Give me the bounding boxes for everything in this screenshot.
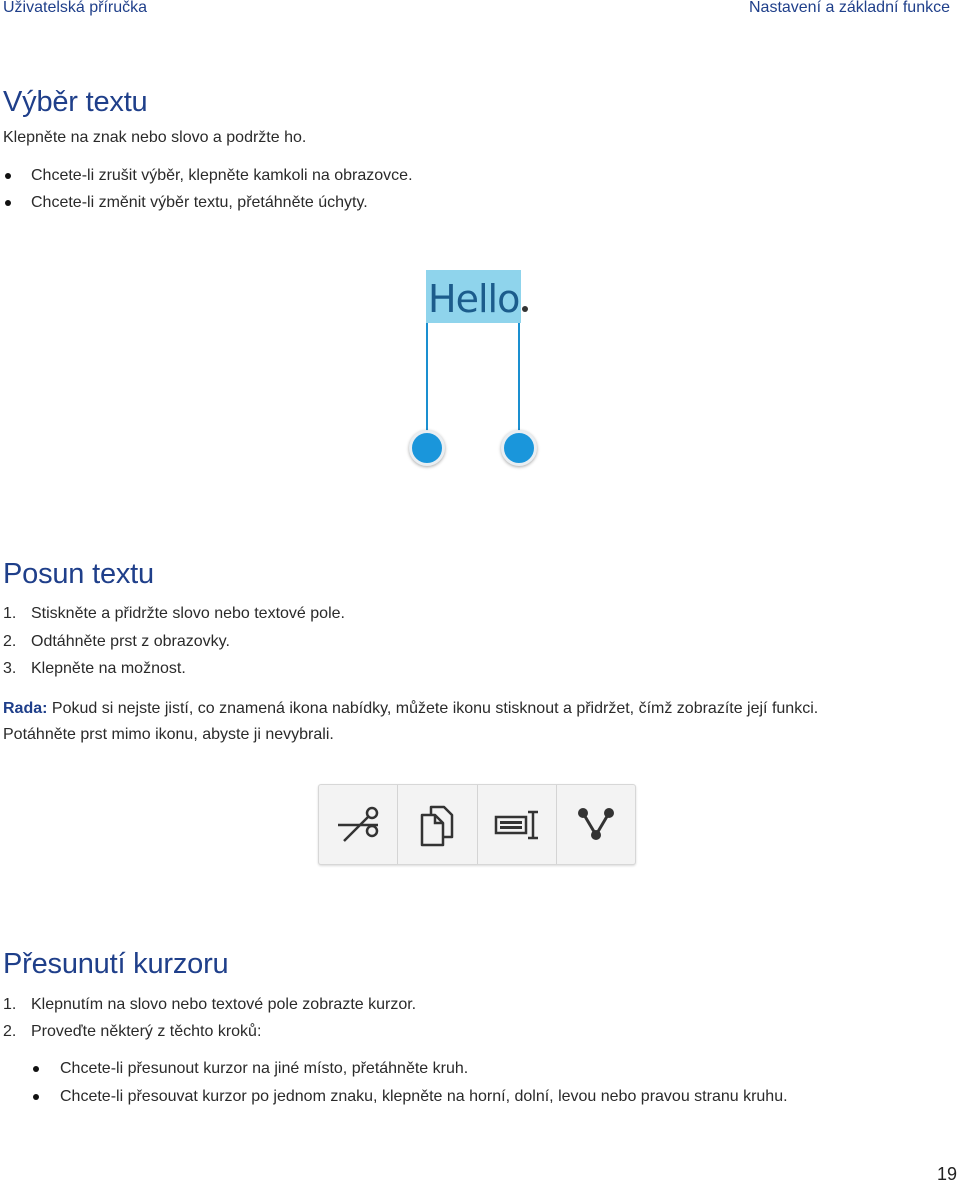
- bullet-item: Chcete-li zrušit výběr, klepněte kamkoli na obrazovce.: [31, 167, 413, 184]
- step-text: Stiskněte a přidržte slovo nebo textové pole.: [31, 605, 345, 622]
- step-text: Proveďte některý z těchto kroků:: [31, 1023, 262, 1040]
- bullet-item: Chcete-li přesouvat kurzor po jednom znaku, klepněte na horní, dolní, levou nebo pravou stranu kruhu.: [60, 1088, 788, 1105]
- scissors-icon: [334, 805, 382, 845]
- copy-icon: [417, 803, 457, 847]
- section-title-text-selection: Výběr textu: [3, 86, 148, 118]
- step-number: 2.: [3, 633, 17, 650]
- bullet-icon: [5, 200, 11, 206]
- tip-text-continued: Potáhněte prst mimo ikonu, abyste ji nevybrali.: [3, 726, 334, 743]
- tip-text: Pokud si nejste jistí, co znamená ikona nabídky, můžete ikonu stisknout a přidržet, čímž zobrazíte její funkci.: [47, 700, 819, 717]
- step-text: Odtáhněte prst z obrazovky.: [31, 633, 230, 650]
- section-title-move-cursor: Přesunutí kurzoru: [3, 948, 229, 980]
- copy-button[interactable]: [398, 785, 477, 864]
- bullet-item: Chcete-li přesunout kurzor na jiné místo, přetáhněte kruh.: [60, 1060, 469, 1077]
- select-text-icon: [493, 808, 541, 842]
- tip-label: Rada:: [3, 700, 48, 717]
- right-selection-handle[interactable]: [501, 430, 537, 466]
- header-manual-title: Uživatelská příručka: [3, 0, 148, 16]
- period-mark: [522, 306, 528, 312]
- left-handle-line: [426, 323, 428, 433]
- context-menu-toolbar: [318, 784, 636, 865]
- bullet-icon: [33, 1094, 39, 1100]
- bullet-icon: [5, 173, 11, 179]
- step-text: Klepněte na možnost.: [31, 660, 186, 677]
- header-chapter-title: Nastavení a základní funkce: [748, 0, 950, 16]
- page-number: 19: [936, 1164, 957, 1184]
- step-number: 3.: [3, 660, 17, 677]
- bullet-icon: [33, 1066, 39, 1072]
- section-title-text-scroll: Posun textu: [3, 558, 154, 590]
- step-text: Klepnutím na slovo nebo textové pole zobrazte kurzor.: [31, 996, 417, 1013]
- bullet-item: Chcete-li změnit výběr textu, přetáhněte úchyty.: [31, 194, 368, 211]
- select-all-button[interactable]: [478, 785, 557, 864]
- step-number: 1.: [3, 996, 17, 1013]
- tip-paragraph: [3, 699, 953, 719]
- left-selection-handle[interactable]: [409, 430, 445, 466]
- share-icon: [576, 805, 616, 845]
- selected-word: Hello: [428, 277, 520, 321]
- share-button[interactable]: [557, 785, 635, 864]
- right-handle-line: [518, 323, 520, 433]
- cut-button[interactable]: [319, 785, 398, 864]
- step-number: 1.: [3, 605, 17, 622]
- step-number: 2.: [3, 1023, 17, 1040]
- section-intro: Klepněte na znak nebo slovo a podržte ho.: [3, 129, 307, 146]
